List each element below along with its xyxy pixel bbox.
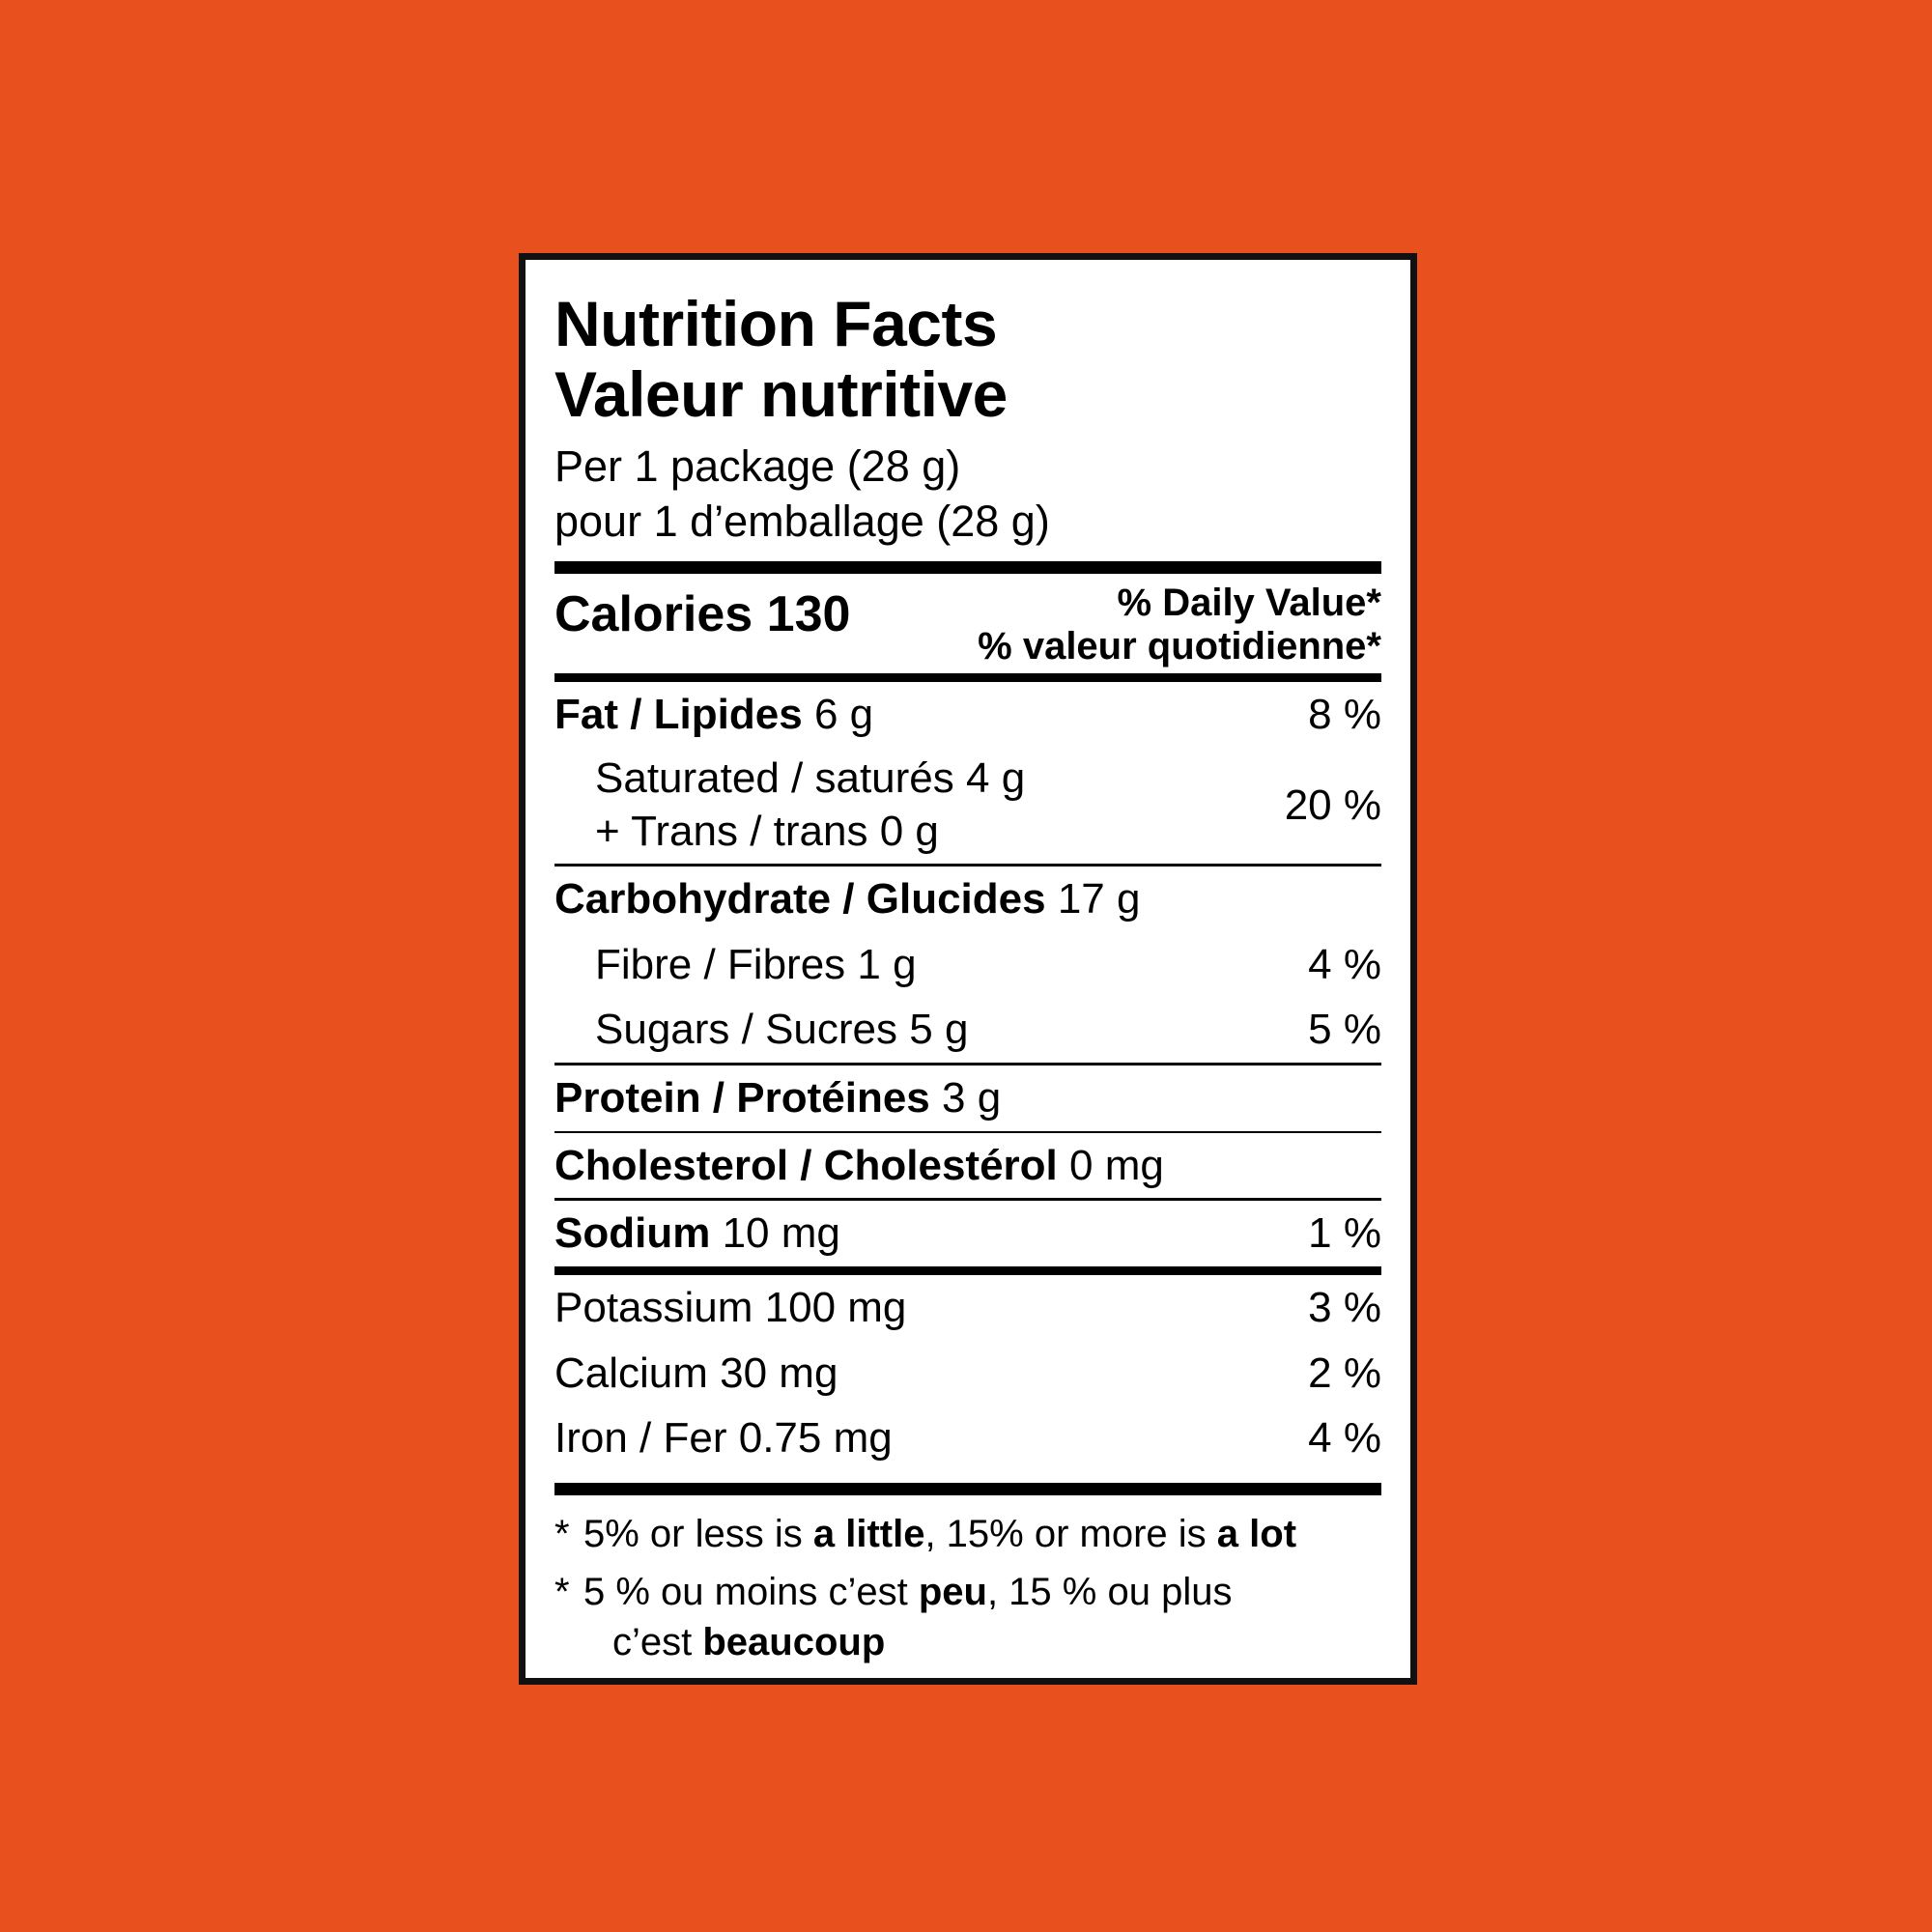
daily-value-header [978, 582, 1381, 668]
calcium-label: Calcium 30 mg [554, 1349, 838, 1397]
carbohydrate-label [554, 873, 1368, 925]
footnote-fr-bold2: beaucoup [702, 1621, 886, 1664]
calories-row [554, 574, 1381, 674]
footnote-star-en: * [554, 1513, 570, 1556]
table-row-saturated-trans [554, 748, 1381, 864]
potassium-label: Potassium 100 mg [554, 1284, 907, 1332]
footnote-en [554, 1509, 1381, 1567]
serving-size-en: Per 1 package (28 g) [554, 440, 961, 491]
table-row-fat [554, 682, 1381, 748]
footnote-fr-text [583, 1567, 1381, 1667]
saturated-trans-percent: 20 % [1284, 781, 1381, 829]
sodium-percent: 1 % [1308, 1209, 1381, 1258]
footnote-en-part2: , 15% or more is [924, 1513, 1217, 1556]
page-title-fr: Valeur nutritive [554, 358, 1008, 431]
daily-value-en: % Daily Value* [1117, 581, 1381, 624]
footnote-fr-part2: , 15 % ou plus [986, 1571, 1233, 1614]
sugars-name: Sugars / Sucres [595, 1006, 898, 1054]
footnotes [554, 1495, 1381, 1675]
table-row-fibre [554, 932, 1381, 998]
saturated-name: Saturated / saturés [595, 754, 954, 803]
footnote-en-bold2: a lot [1216, 1513, 1297, 1556]
sodium-amount: 10 mg [722, 1209, 840, 1258]
trans-amount: 0 g [879, 808, 939, 856]
fibre-percent: 4 % [1308, 940, 1381, 988]
fat-amount: 6 g [813, 691, 874, 739]
daily-value-fr: % valeur quotidienne* [978, 624, 1381, 668]
protein-amount: 3 g [942, 1074, 1002, 1122]
footnote-fr-part1: 5 % ou moins c’est [583, 1571, 919, 1614]
sugars-label [554, 1004, 1294, 1056]
page-title-en: Nutrition Facts [554, 288, 998, 359]
fat-percent: 8 % [1308, 691, 1381, 739]
saturated-line [595, 752, 1271, 805]
footnote-fr-part3: c’est [612, 1621, 703, 1664]
carbohydrate-amount: 17 g [1057, 875, 1141, 923]
divider-after-calories [554, 673, 1381, 682]
footnote-en-bold1: a little [812, 1513, 925, 1556]
fibre-amount: 1 g [857, 940, 917, 988]
nutrition-facts-panel [519, 253, 1417, 1685]
divider-top [554, 561, 1381, 574]
table-row-protein [554, 1065, 1381, 1131]
cholesterol-label [554, 1140, 1368, 1192]
saturated-trans-label [554, 752, 1271, 858]
table-row-potassium [554, 1275, 1381, 1341]
table-row-iron [554, 1406, 1381, 1471]
fat-label [554, 689, 1294, 741]
footnote-fr-line2 [583, 1617, 1381, 1667]
carbohydrate-name: Carbohydrate / Glucides [554, 875, 1046, 923]
table-row-carbohydrate [554, 867, 1381, 932]
sodium-label [554, 1208, 1294, 1260]
sugars-percent: 5 % [1308, 1006, 1381, 1054]
sugars-amount: 5 g [909, 1006, 969, 1054]
iron-percent: 4 % [1308, 1414, 1381, 1463]
trans-line [595, 805, 1271, 858]
sodium-name: Sodium [554, 1209, 711, 1258]
iron-label: Iron / Fer 0.75 mg [554, 1414, 893, 1463]
trans-name: + Trans / trans [595, 808, 868, 856]
fat-name: Fat / Lipides [554, 691, 803, 739]
serving-size-fr: pour 1 d’emballage (28 g) [554, 497, 1050, 547]
divider-after-sodium [554, 1266, 1381, 1275]
footnote-star-fr: * [554, 1571, 570, 1614]
footnote-en-part1: 5% or less is [583, 1513, 813, 1556]
calories-value: Calories 130 [554, 585, 851, 642]
table-row-sugars [554, 997, 1381, 1063]
footnote-en-text [583, 1509, 1381, 1559]
potassium-percent: 3 % [1308, 1284, 1381, 1332]
protein-label [554, 1072, 1368, 1124]
saturated-amount: 4 g [966, 754, 1026, 803]
footnote-fr-bold1: peu [918, 1571, 987, 1614]
protein-name: Protein / Protéines [554, 1074, 930, 1122]
table-row-sodium [554, 1201, 1381, 1266]
table-row-calcium [554, 1341, 1381, 1406]
table-row-cholesterol [554, 1133, 1381, 1199]
fibre-label [554, 939, 1294, 991]
divider-before-footnotes [554, 1483, 1381, 1495]
fibre-name: Fibre / Fibres [595, 940, 846, 988]
footnote-fr [554, 1567, 1381, 1675]
cholesterol-amount: 0 mg [1069, 1141, 1164, 1189]
calcium-percent: 2 % [1308, 1349, 1381, 1397]
cholesterol-name: Cholesterol / Cholestérol [554, 1141, 1058, 1189]
